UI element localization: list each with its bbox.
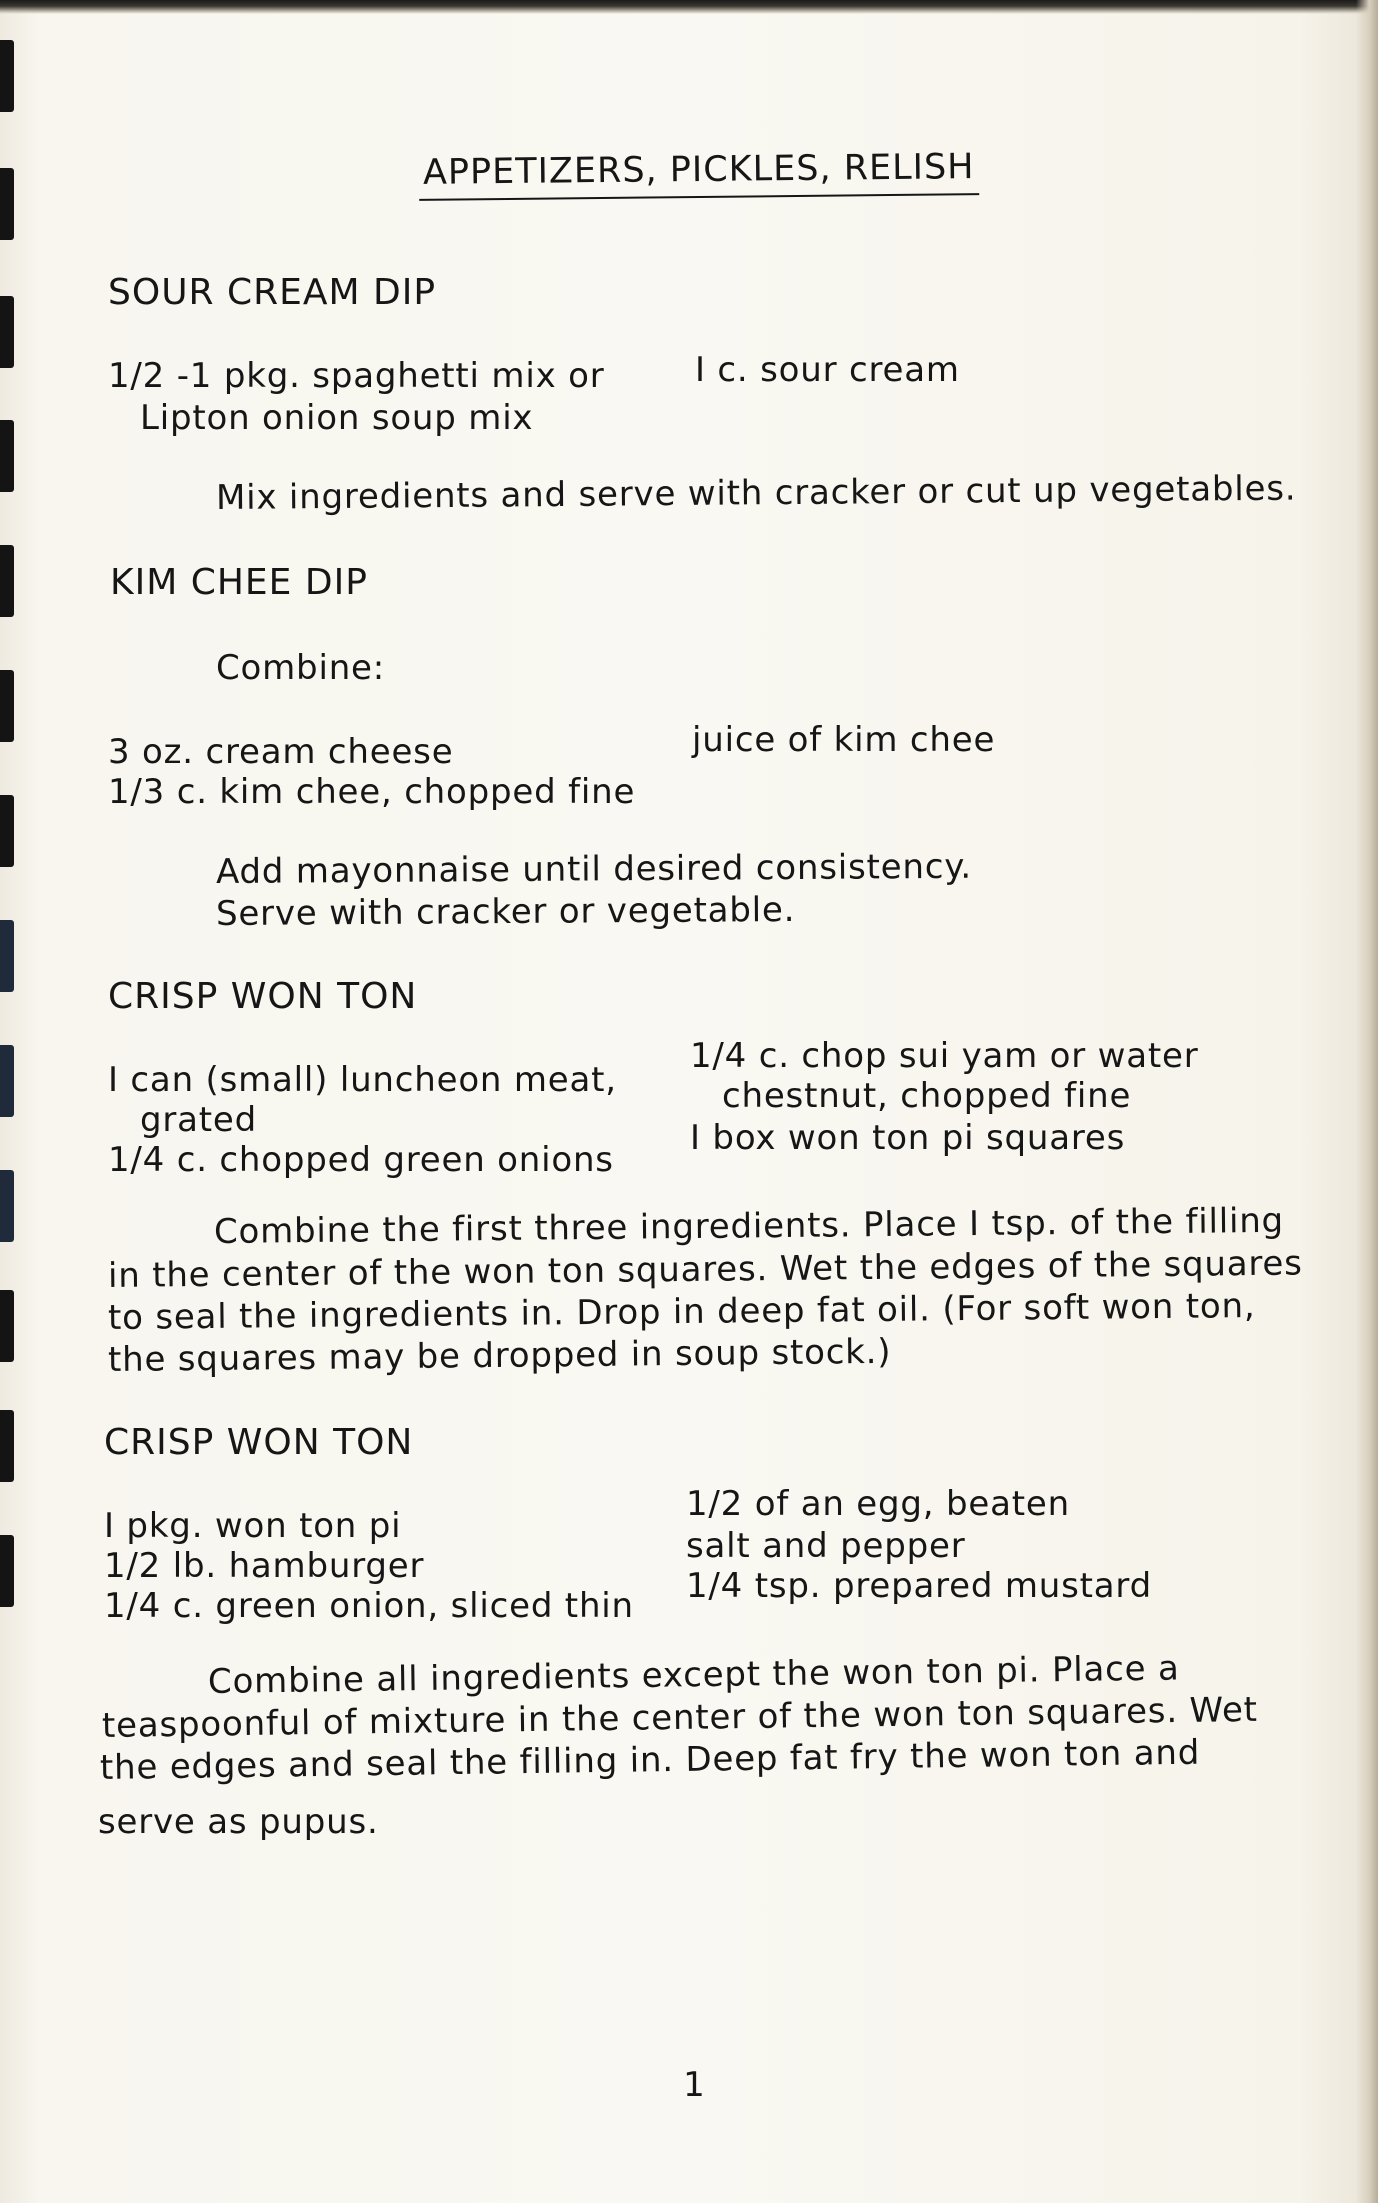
- ingredient-line: grated: [140, 1100, 258, 1140]
- ingredient-line: 1/2 lb. hamburger: [104, 1546, 425, 1586]
- ingredient-line: I box won ton pi squares: [690, 1118, 1126, 1158]
- ingredient-line: juice of kim chee: [692, 720, 996, 760]
- binding-hole: [0, 545, 14, 617]
- binding-hole: [0, 296, 14, 368]
- ingredient-line: 1/2 of an egg, beaten: [686, 1484, 1070, 1524]
- direction-line: in the center of the won ton squares. Wet the edges of the squares: [107, 1243, 1303, 1296]
- binding-hole: [0, 1045, 14, 1117]
- ingredient-line: 1/4 c. green onion, sliced thin: [104, 1586, 634, 1626]
- ingredient-line: chestnut, chopped fine: [722, 1076, 1132, 1116]
- ingredient-line: I pkg. won ton pi: [104, 1506, 402, 1546]
- direction-line: teaspoonful of mixture in the center of the won ton squares. Wet: [101, 1689, 1259, 1746]
- binding-hole: [0, 795, 14, 867]
- section-title-text: APPETIZERS, PICKLES, RELISH: [419, 147, 979, 201]
- page-top-edge: [0, 0, 1378, 14]
- direction-line: the squares may be dropped in soup stock.): [107, 1331, 892, 1380]
- ingredient-line: I c. sour cream: [695, 350, 960, 390]
- recipe-title: KIM CHEE DIP: [110, 562, 368, 603]
- direction-line: Add mayonnaise until desired consistency.: [215, 846, 973, 892]
- binding-hole: [0, 40, 14, 112]
- recipe-intro: Combine:: [216, 648, 386, 688]
- section-title: [0, 147, 1378, 198]
- page-right-edge: [1356, 0, 1378, 2203]
- direction-line: serve as pupus.: [98, 1802, 379, 1842]
- ingredient-line: 1/2 -1 pkg. spaghetti mix or: [108, 356, 605, 396]
- ingredient-line: 1/4 c. chopped green onions: [108, 1140, 614, 1180]
- binding-hole: [0, 1290, 14, 1362]
- ingredient-line: I can (small) luncheon meat,: [108, 1060, 617, 1100]
- direction-line: the edges and seal the filling in. Deep fat fry the won ton and: [99, 1732, 1201, 1788]
- page-number: 1: [683, 2065, 705, 2105]
- direction-line: Serve with cracker or vegetable.: [215, 889, 796, 934]
- ingredient-line: 1/4 c. chop sui yam or water: [690, 1036, 1199, 1076]
- ingredient-line: 1/4 tsp. prepared mustard: [686, 1566, 1152, 1606]
- ingredient-line: 3 oz. cream cheese: [108, 732, 454, 772]
- recipe-title: CRISP WON TON: [104, 1422, 414, 1463]
- direction-line: to seal the ingredients in. Drop in deep fat oil. (For soft won ton,: [107, 1285, 1256, 1338]
- binding-hole: [0, 1410, 14, 1482]
- binding-hole: [0, 420, 14, 492]
- direction-line: Combine the first three ingredients. Place I tsp. of the filling: [213, 1200, 1285, 1252]
- ingredient-line: salt and pepper: [686, 1526, 966, 1566]
- recipe-title: CRISP WON TON: [108, 976, 418, 1017]
- ingredient-line: 1/3 c. kim chee, chopped fine: [108, 772, 636, 812]
- recipe-title: SOUR CREAM DIP: [108, 272, 437, 313]
- binding-hole: [0, 1170, 14, 1242]
- binding-hole: [0, 1535, 14, 1607]
- ingredient-line: Lipton onion soup mix: [140, 398, 534, 438]
- binding-hole: [0, 670, 14, 742]
- direction-line: Combine all ingredients except the won ton pi. Place a: [207, 1648, 1180, 1702]
- binding-hole: [0, 920, 14, 992]
- direction-line: Mix ingredients and serve with cracker or cut up vegetables.: [215, 468, 1297, 518]
